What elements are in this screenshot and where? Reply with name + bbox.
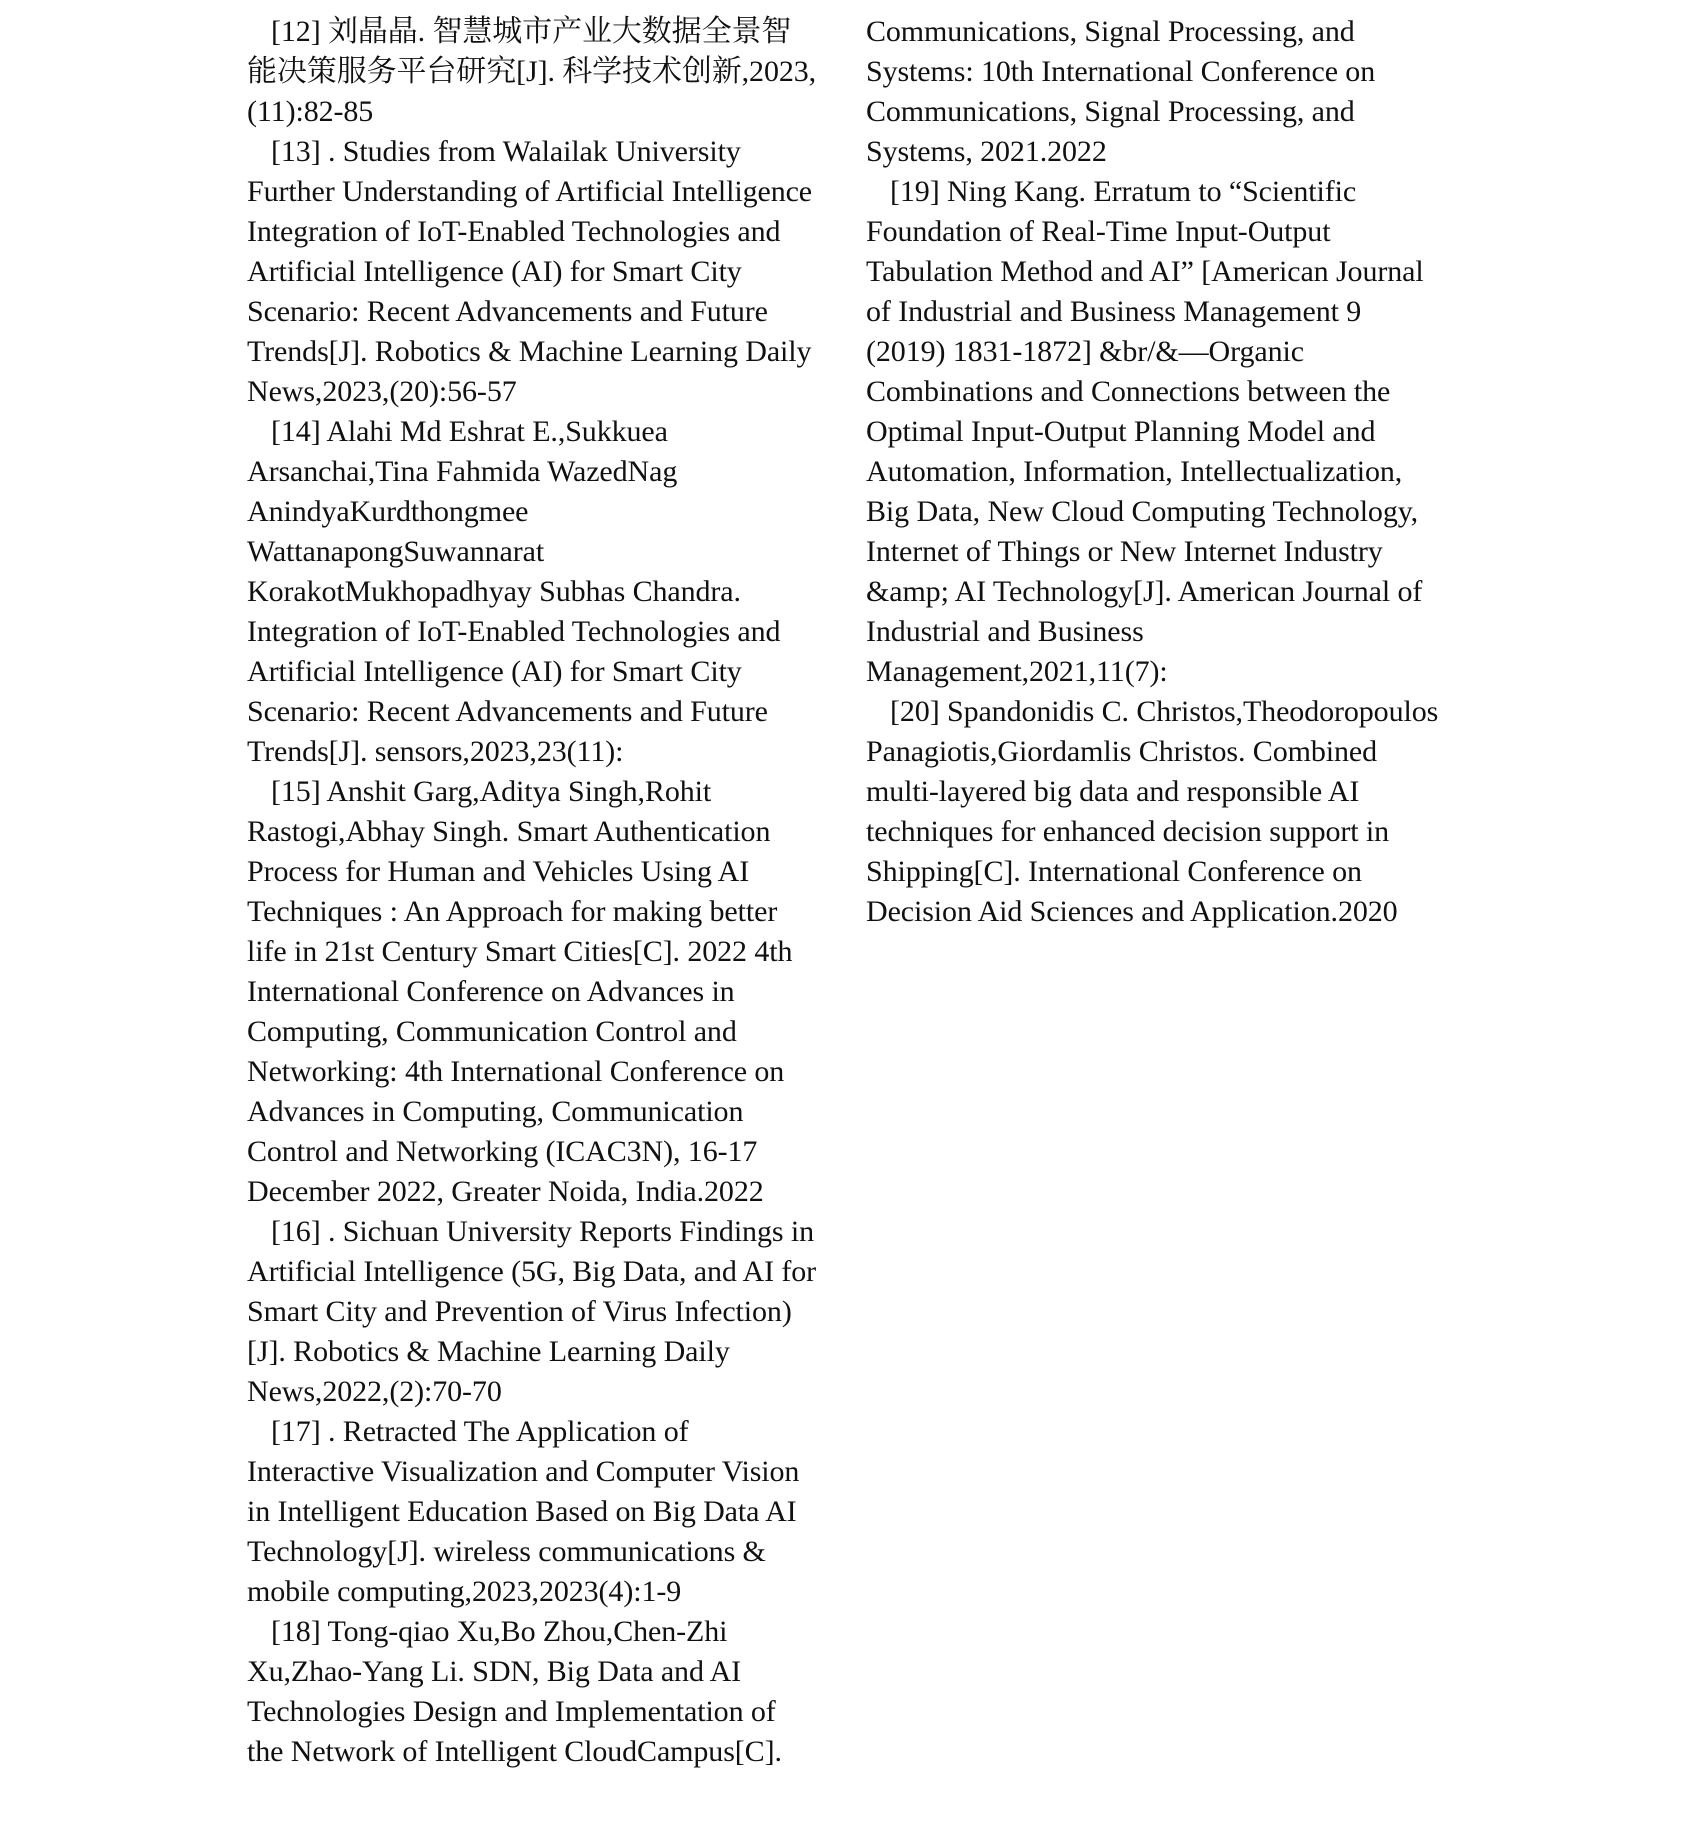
- reference-19: [19] Ning Kang. Erratum to “Scientific Foundation of Real-Time Input-Output Tabulation Method and AI” [American Journal of Industrial and Business Management 9 (2019) 1831-1872] &br/&—Organic Combinations and Connections between the Optimal Input-Output Planning Model and Automation, Information, Intellectualization, Big Data, New Cloud Computing Technology, Internet of Things or New Internet Industry &amp; AI Technology[J]. American Journal of Industrial and Business Management,2021,11(7):: [866, 175, 1424, 688]
- reference-13: [13] . Studies from Walailak University Further Understanding of Artificial Intelligence Integration of IoT-Enabled Technologies and Artificial Intelligence (AI) for Smart City Scenario: Recent Advancements and Future Trends[J]. Robotics & Machine Learning Daily News,2023,(20):56-57: [247, 135, 813, 408]
- reference-16: [16] . Sichuan University Reports Findings in Artificial Intelligence (5G, Big Data, and AI for Smart City and Prevention of Virus Infection)[J]. Robotics & Machine Learning Daily News,2022,(2):70-70: [247, 1215, 817, 1408]
- reference-12: [12] 刘晶晶. 智慧城市产业大数据全景智能决策服务平台研究[J]. 科学技术创新,2023,(11):82-85: [247, 15, 817, 128]
- references-left-column: [247, 12, 819, 1772]
- reference-15: [15] Anshit Garg,Aditya Singh,Rohit Rastogi,Abhay Singh. Smart Authentication Process for Human and Vehicles Using AI Techniques : An Approach for making better life in 21st Century Smart Cities[C]. 2022 4th International Conference on Advances in Computing, Communication Control and Networking: 4th International Conference on Advances in Computing, Communication Control and Networking (ICAC3N), 16-17 December 2022, Greater Noida, India.2022: [247, 775, 793, 1208]
- reference-17: [17] . Retracted The Application of Interactive Visualization and Computer Vision in Intelligent Education Based on Big Data AI Technology[J]. wireless communications & mobile computing,2023,2023(4):1-9: [247, 1415, 800, 1608]
- reference-14: [14] Alahi Md Eshrat E.,Sukkuea Arsanchai,Tina Fahmida WazedNag AnindyaKurdthongmee WattanapongSuwannarat KorakotMukhopadhyay Subhas Chandra. Integration of IoT-Enabled Technologies and Artificial Intelligence (AI) for Smart City Scenario: Recent Advancements and Future Trends[J]. sensors,2023,23(11):: [247, 415, 781, 768]
- reference-18-continued: Communications, Signal Processing, and Systems: 10th International Conference on Communications, Signal Processing, and Systems, 2021.2022: [866, 15, 1376, 168]
- references-right-column: [866, 12, 1444, 932]
- reference-20: [20] Spandonidis C. Christos,Theodoropoulos Panagiotis,Giordamlis Christos. Combined multi-layered big data and responsible AI techniques for enhanced decision support in Shipping[C]. International Conference on Decision Aid Sciences and Application.2020: [866, 695, 1439, 928]
- reference-18-start: [18] Tong-qiao Xu,Bo Zhou,Chen-Zhi Xu,Zhao-Yang Li. SDN, Big Data and AI Technologies Design and Implementation of the Network of Intelligent CloudCampus[C].: [247, 1615, 782, 1768]
